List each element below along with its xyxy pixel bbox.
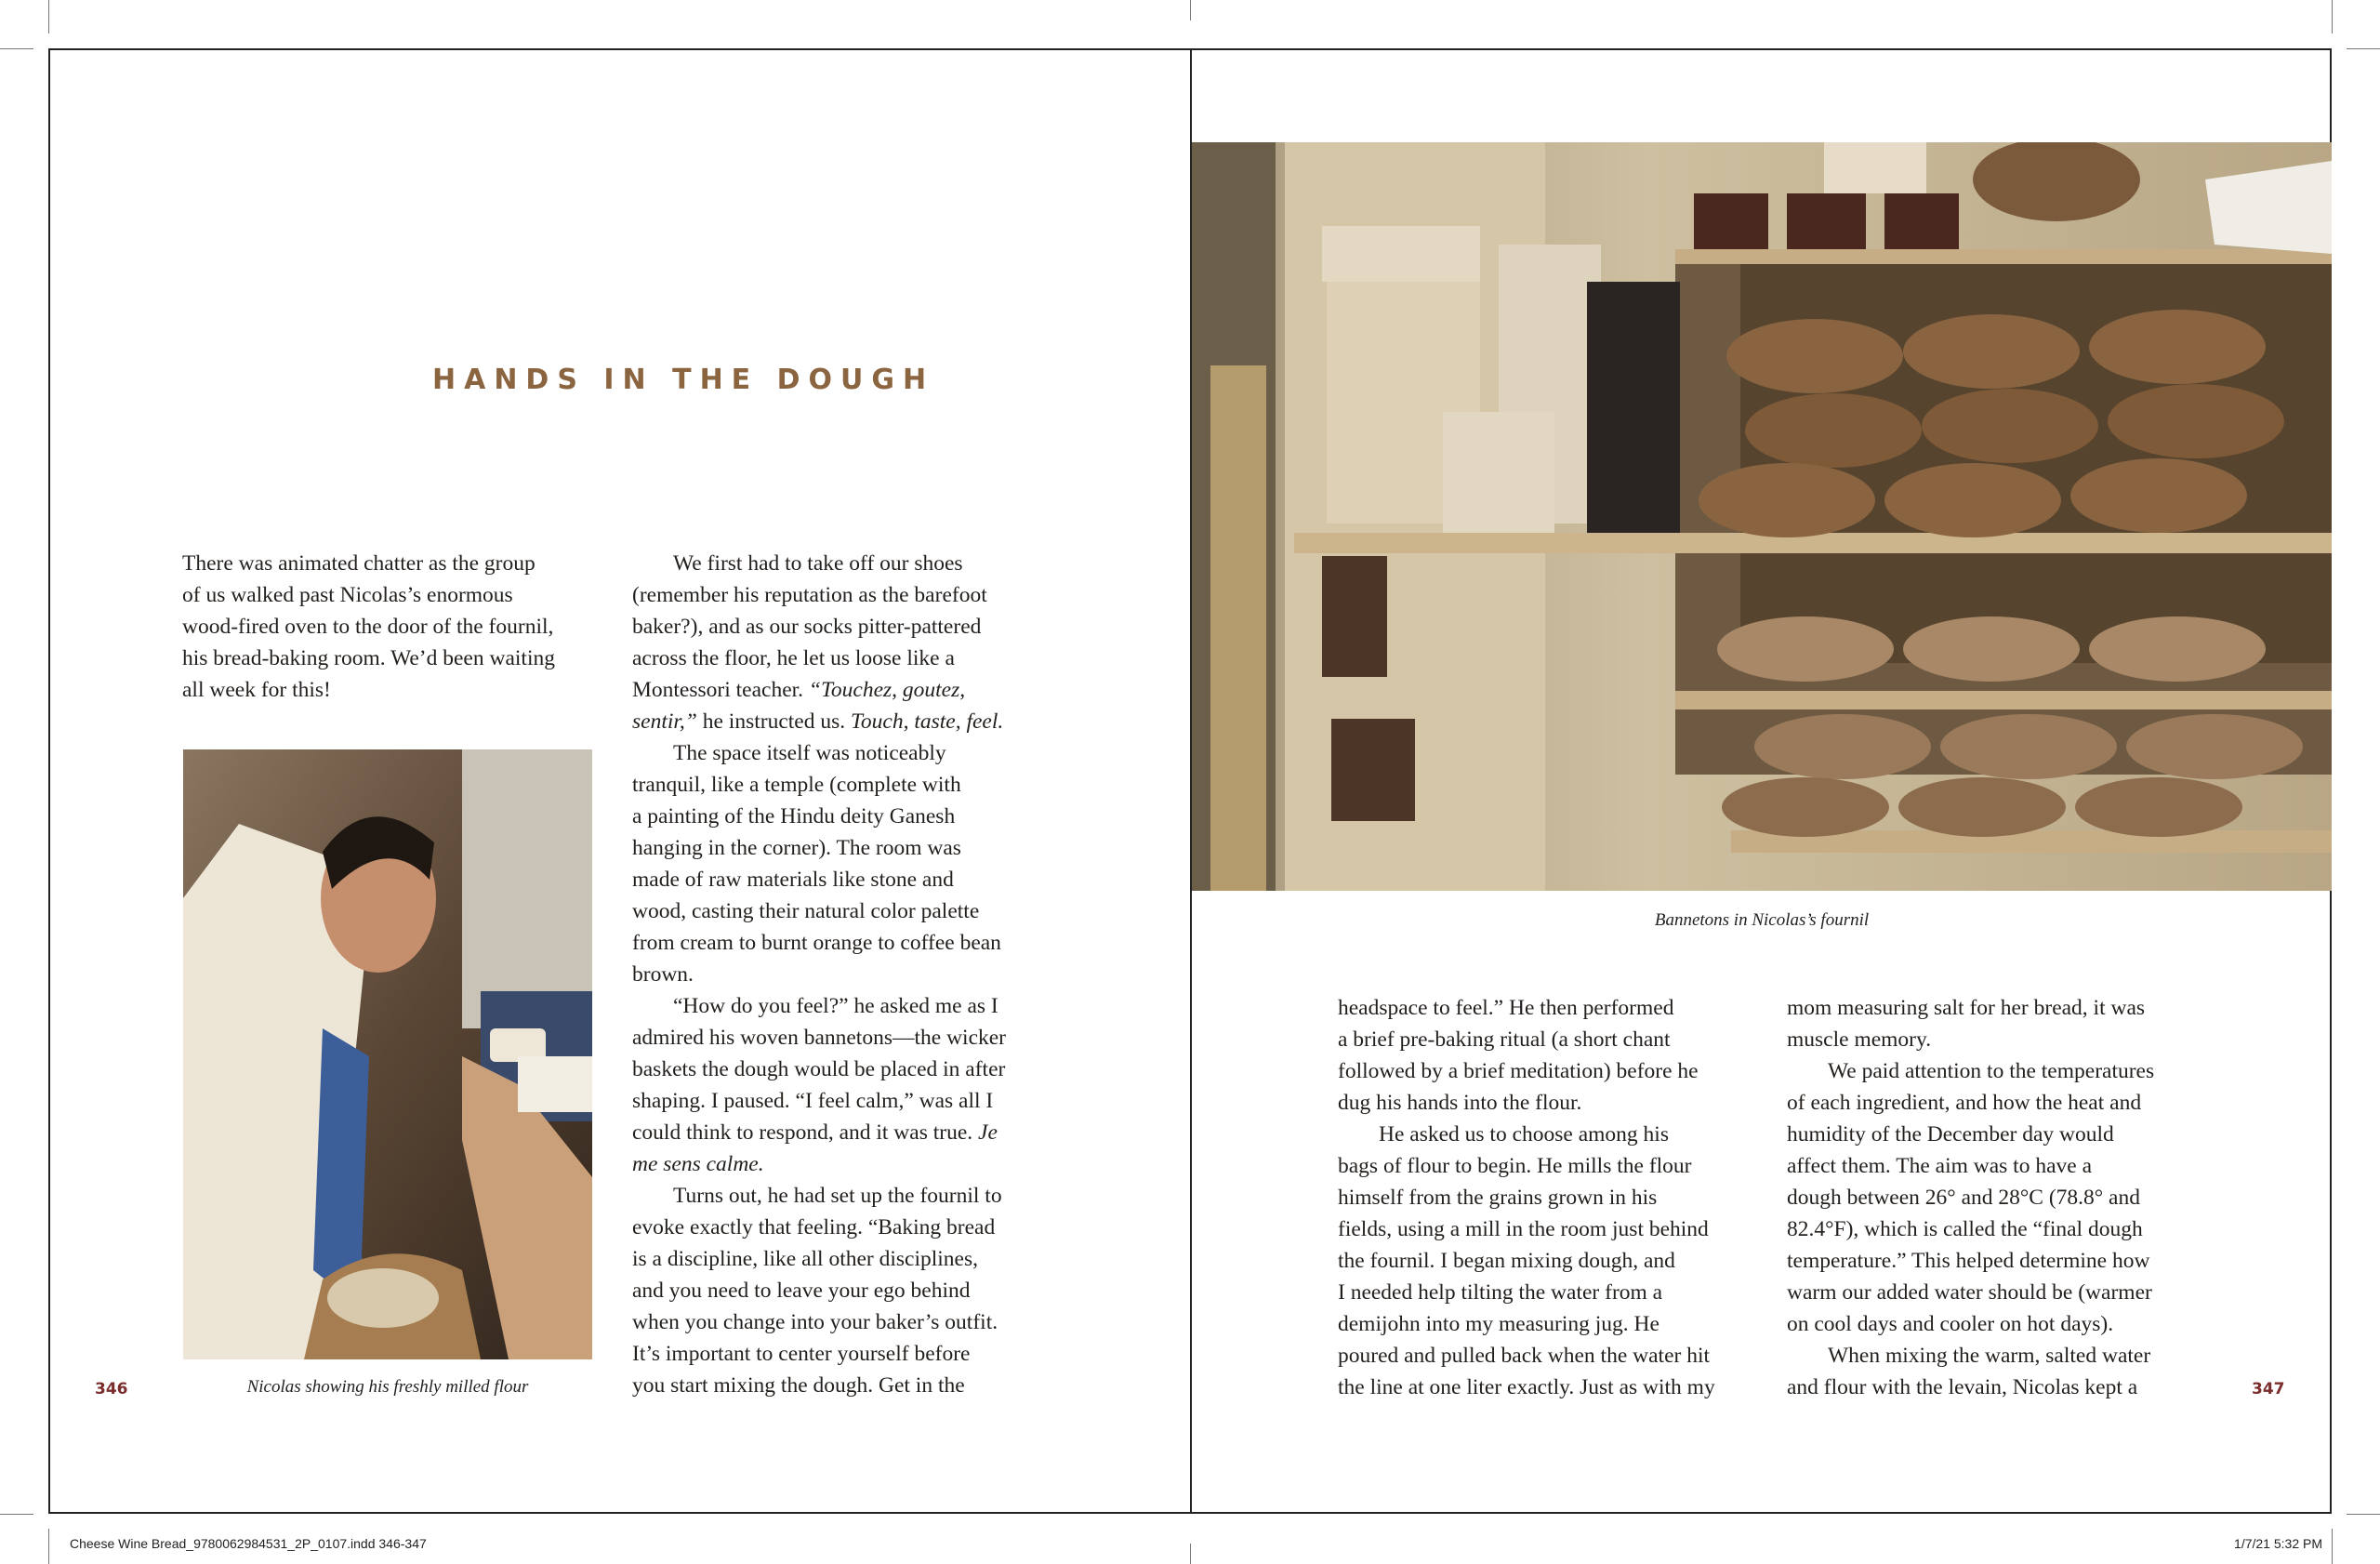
text-run: 82.4°F), which is called the “final dough <box>1787 1217 2143 1241</box>
text-run: could think to respond, and it was true. <box>632 1120 979 1145</box>
text-run: and you need to leave your ego behind <box>632 1279 971 1303</box>
text-run: We paid attention to the temperatures <box>1828 1059 2155 1083</box>
text-run: Turns out, he had set up the fournil to <box>673 1184 1002 1208</box>
text-run: affect them. The aim was to have a <box>1787 1154 2093 1178</box>
text-run: wood-fired oven to the door of the fournil, <box>182 615 554 639</box>
text-run: brown. <box>632 962 694 987</box>
text-line <box>632 579 1006 611</box>
text-line <box>1338 1277 1715 1308</box>
text-line <box>632 643 1006 674</box>
text-run: he instructed us. <box>696 709 851 734</box>
text-line <box>1338 1340 1715 1372</box>
text-line <box>632 864 1006 895</box>
text-run: demijohn into my measuring jug. He <box>1338 1312 1659 1336</box>
text-run: is a discipline, like all other disciplines, <box>632 1247 979 1271</box>
text-line <box>632 706 1006 737</box>
text-run: sentir,” <box>632 709 697 734</box>
text-line <box>1787 1150 2154 1182</box>
text-line <box>632 674 1006 706</box>
text-run: “Touchez, goutez, <box>808 678 966 702</box>
chapter-title: HANDS IN THE DOUGH <box>432 364 935 396</box>
text-line <box>1338 1245 1715 1277</box>
text-run: humidity of the December day would <box>1787 1122 2114 1146</box>
text-line <box>632 959 1006 990</box>
text-run: It’s important to center yourself before <box>632 1342 971 1366</box>
text-line <box>1787 1308 2154 1340</box>
text-line <box>632 1148 1006 1180</box>
text-run: you start mixing the dough. Get in the <box>632 1373 965 1398</box>
text-run: from cream to burnt orange to coffee bean <box>632 931 1001 955</box>
text-run: a painting of the Hindu deity Ganesh <box>632 804 956 828</box>
left-column-2 <box>632 548 1006 1401</box>
text-run: poured and pulled back when the water hit <box>1338 1344 1711 1368</box>
text-line <box>632 1243 1006 1275</box>
text-line <box>632 611 1006 643</box>
text-line <box>632 1306 1006 1338</box>
left-page-number: 346 <box>95 1380 128 1398</box>
text-line <box>1338 1308 1715 1340</box>
text-run: and flour with the levain, Nicolas kept a <box>1787 1375 2138 1399</box>
right-column-2 <box>1787 992 2154 1403</box>
text-run: fields, using a mill in the room just behind <box>1338 1217 1709 1241</box>
baker-photo-caption: Nicolas showing his freshly milled flour <box>246 1377 529 1397</box>
text-line <box>1338 1119 1715 1150</box>
text-run: the line at one liter exactly. Just as with my <box>1338 1375 1715 1399</box>
baker-photo <box>183 749 592 1359</box>
text-run: We first had to take off our shoes <box>673 551 963 576</box>
text-run: on cool days and cooler on hot days). <box>1787 1312 2114 1336</box>
text-run: baskets the dough would be placed in after <box>632 1057 1006 1081</box>
text-line <box>632 1117 1006 1148</box>
crop-mark <box>48 0 49 33</box>
shelves-photo-caption: Bannetons in Nicolas’s fournil <box>1654 910 1870 930</box>
text-line <box>1787 1340 2154 1372</box>
text-run: a brief pre-baking ritual (a short chant <box>1338 1027 1671 1052</box>
crop-mark <box>1190 0 1191 20</box>
text-run: headspace to feel.” He then performed <box>1338 996 1674 1020</box>
text-run: wood, casting their natural color palette <box>632 899 980 923</box>
text-run: admired his woven bannetons—the wicker <box>632 1026 1007 1050</box>
text-line <box>182 674 555 706</box>
right-page-number: 347 <box>2252 1380 2285 1398</box>
text-line <box>632 769 1006 801</box>
text-run: Montessori teacher. <box>632 678 809 702</box>
text-run: (remember his reputation as the barefoot <box>632 583 987 607</box>
text-line <box>632 832 1006 864</box>
crop-mark <box>0 1514 33 1515</box>
text-run: muscle memory. <box>1787 1027 1932 1052</box>
text-line <box>632 895 1006 927</box>
text-line <box>632 1212 1006 1243</box>
text-run: dug his hands into the flour. <box>1338 1091 1582 1115</box>
text-line <box>1338 1372 1715 1403</box>
text-run: I needed help tilting the water from a <box>1338 1280 1663 1305</box>
text-run: mom measuring salt for her bread, it was <box>1787 996 2146 1020</box>
text-line <box>632 1275 1006 1306</box>
text-run: his bread-baking room. We’d been waiting <box>182 646 555 670</box>
slug-file-info: Cheese Wine Bread_9780062984531_2P_0107.indd 346-347 <box>70 1536 427 1551</box>
text-run: of each ingredient, and how the heat and <box>1787 1091 2142 1115</box>
text-line <box>1338 1087 1715 1119</box>
text-run: of us walked past Nicolas’s enormous <box>182 583 513 607</box>
crop-mark <box>2332 1529 2333 1564</box>
text-line <box>1787 1024 2154 1055</box>
text-line <box>632 927 1006 959</box>
text-line <box>1787 1213 2154 1245</box>
text-line <box>632 801 1006 832</box>
text-line <box>632 1085 1006 1117</box>
text-run: made of raw materials like stone and <box>632 868 954 892</box>
text-run: bags of flour to begin. He mills the flour <box>1338 1154 1692 1178</box>
text-line <box>1787 1055 2154 1087</box>
text-line <box>1338 1150 1715 1182</box>
text-run: Touch, taste, feel. <box>851 709 1004 734</box>
text-run: temperature.” This helped determine how <box>1787 1249 2150 1273</box>
crop-mark <box>1190 1544 1191 1564</box>
text-run: across the floor, he let us loose like a <box>632 646 955 670</box>
text-run: warm our added water should be (warmer <box>1787 1280 2152 1305</box>
text-run: “How do you feel?” he asked me as I <box>673 994 998 1018</box>
text-run: all week for this! <box>182 678 331 702</box>
text-line <box>1338 1182 1715 1213</box>
text-run: He asked us to choose among his <box>1379 1122 1669 1146</box>
text-run: baker?), and as our socks pitter-pattered <box>632 615 982 639</box>
text-line <box>1787 1245 2154 1277</box>
text-run: tranquil, like a temple (complete with <box>632 773 961 797</box>
text-run: the fournil. I began mixing dough, and <box>1338 1249 1675 1273</box>
text-line <box>182 579 555 611</box>
crop-mark <box>2347 1514 2380 1515</box>
crop-mark <box>2332 0 2333 33</box>
text-run: me sens calme. <box>632 1152 764 1176</box>
slug-date: 1/7/21 5:32 PM <box>2234 1536 2322 1551</box>
right-column <box>1338 992 1715 1403</box>
text-line <box>632 1054 1006 1085</box>
text-run: When mixing the warm, salted water <box>1828 1344 2151 1368</box>
text-line <box>1338 1213 1715 1245</box>
text-run: There was animated chatter as the group <box>182 551 536 576</box>
shelves-photo <box>1192 142 2332 891</box>
text-line <box>182 611 555 643</box>
text-line <box>632 1022 1006 1054</box>
text-line <box>632 1180 1006 1212</box>
crop-mark <box>0 48 33 49</box>
text-run: The space itself was noticeably <box>673 741 946 765</box>
text-line <box>1787 1119 2154 1150</box>
text-line <box>182 643 555 674</box>
text-line <box>632 1338 1006 1370</box>
text-line <box>1338 1024 1715 1055</box>
text-line <box>632 548 1006 579</box>
text-line <box>1787 1182 2154 1213</box>
text-line <box>1787 1087 2154 1119</box>
text-line <box>1787 1277 2154 1308</box>
text-line <box>1787 1372 2154 1403</box>
text-run: dough between 26° and 28°C (78.8° and <box>1787 1186 2140 1210</box>
text-run: evoke exactly that feeling. “Baking bread <box>632 1215 996 1239</box>
text-line <box>182 548 555 579</box>
text-run: when you change into your baker’s outfit. <box>632 1310 998 1334</box>
text-line <box>1338 992 1715 1024</box>
text-line <box>1787 992 2154 1024</box>
crop-mark <box>2347 48 2380 49</box>
left-column <box>182 548 555 706</box>
text-line <box>632 737 1006 769</box>
text-line <box>632 990 1006 1022</box>
text-run: himself from the grains grown in his <box>1338 1186 1658 1210</box>
text-run: shaping. I paused. “I feel calm,” was all I <box>632 1089 994 1113</box>
text-line <box>632 1370 1006 1401</box>
text-line <box>1338 1055 1715 1087</box>
text-run: hanging in the corner). The room was <box>632 836 961 860</box>
crop-mark <box>48 1529 49 1564</box>
text-run: followed by a brief meditation) before he <box>1338 1059 1699 1083</box>
text-run: Je <box>978 1120 998 1145</box>
